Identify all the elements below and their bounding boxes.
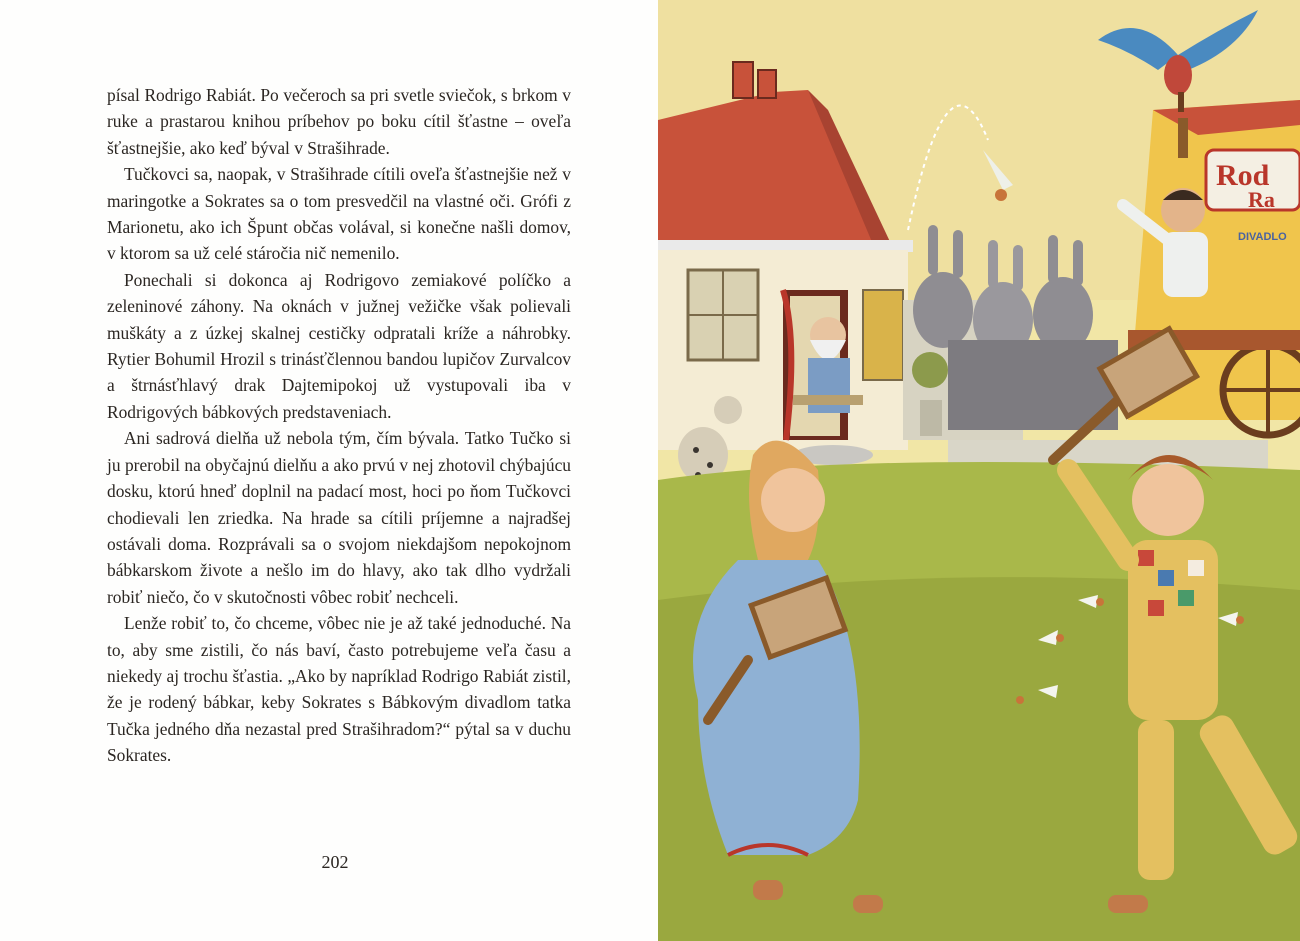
paragraph: písal Rodrigo Rabiát. Po večeroch sa pri svetle sviečok, s brkom v ruke a prastarou knihou príbehov po boku cítil šťastne – oveľa šťastnejšie, ako keď býval v Strašihrade. [107, 85, 571, 158]
page-number: 202 [321, 852, 349, 872]
bush [912, 352, 948, 388]
paragraph: Ponechali si dokonca aj Rodrigovo zemiakové políčko a zeleninové záhony. Na oknách v južnej vežičke však polievali muškáty a z úzkej skalnej cestičky odpratali kríže a náhrobky. Rytier Bohumil Hrozil s trinásťčlennou bandou lupičov Zurvalcov a štrnásťhlavý drak Dajtemipokoj už vystupovali iba v Rodrigových bábkových predstaveniach. [107, 269, 571, 422]
paragraph: Tučkovci sa, naopak, v Strašihrade cítili oveľa šťastnejšie než v maringotke a Sokrates sa o tom presvedčil na vlastné oči. Grófi z Marionetu, ako ich Špunt občas volával, si konečne našli domov, v ktorom sa už celé stáročia nič nemenilo. [107, 164, 571, 264]
paragraph: Lenže robiť to, čo chceme, vôbec nie je až také jednoduché. Na to, aby sme zistili, čo nás baví, často potrebujeme veľa času a niekedy aj trochu šťastia. „Ako by napríklad Rodrigo Rabiát zistil, že je rodený bábkar, keby Sokrates s Bábkovým divadlom tatka Tučka jedného dňa nezastal pred Strašihradom?“ pýtal sa v duchu Sokrates. [107, 613, 571, 766]
garden-urn [920, 400, 942, 436]
paragraph: Ani sadrová dielňa už nebola tým, čím bývala. Tatko Tučko si ju prerobil na obyčajnú dielňu a ako prvú v nej zhotovil chýbajúcu dosku, ktorú hneď doplnil na padací most, hoci po ňom Tučkovci chodievali len zriedka. Na hrade sa cítili príjemne a najradšej ostávali doma. Rozprávali sa o svojom niekdajšom nepokojnom bábkarskom živote a nešlo im do hlavy, ako tak dlho vydržali robiť niečo, čo v skutočnosti vôbec robiť nechceli. [107, 428, 571, 607]
sign-text-2: Ra [1248, 187, 1275, 212]
sign-text: Rod [1216, 159, 1270, 192]
illustration-art [658, 0, 1300, 941]
illustration [658, 0, 1300, 941]
text-block [107, 82, 571, 769]
sign-text-3: DIVADLO [1238, 231, 1287, 243]
